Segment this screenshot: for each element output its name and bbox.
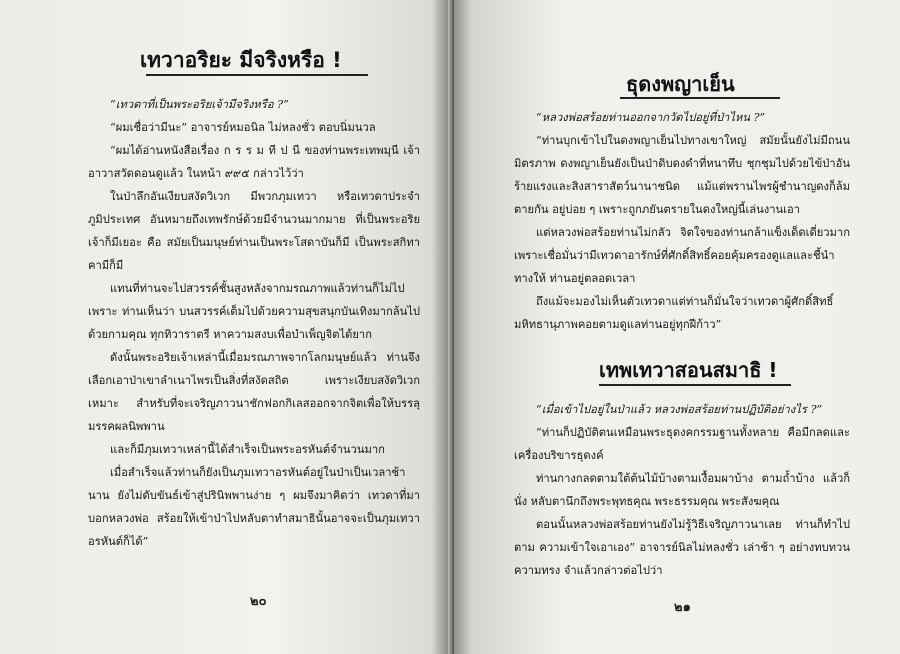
left-paragraph: เมื่อสำเร็จแล้วท่านก็ยังเป็นภุมเทวาอรหันต์อยู่ในป่าเป็นเวลาช้านาน ยังไม่ดับขันธ์เข้าสู่ปรินิพพานง่าย ๆ ผมจึงมาคิดว่า เทวดาที่มาบอกหลวงพ่อ สร้อยให้เข้าป่าไปหลับตาทำสมาธินั้นอาจจะเป็นภุมเทวาอรหันต์ก็ได้”: [88, 466, 420, 548]
left-paragraph: ในป่าลึกอันเงียบสงัดวิเวก มีพวกภุมเทวา หรือเทวดาประจำภูมิประเทศ อันหมายถึงเทพรักษ์ด้วยมีจำนวนมากมาย ที่เป็นพระอริยเจ้าก็มีเยอะ คือ สมัยเป็นมนุษย์ท่านเป็นพระโสดาบันก็มี เป็นพระสกิทาคามีก็มี: [88, 190, 420, 272]
right-page: [454, 0, 900, 654]
left-body: [88, 93, 420, 553]
right-title-2-underline: [599, 384, 791, 386]
right-paragraph: “หลวงพ่อสร้อยท่านออกจากวัดไปอยู่ที่ป่าไหน ?”: [536, 111, 766, 124]
left-page-title: เทวาอริยะ มีจริงหรือ !: [140, 48, 342, 72]
right-body-2: [514, 398, 850, 582]
right-paragraph: แต่หลวงพ่อสร้อยท่านไม่กลัว จิตใจของท่านกล้าแข็งเด็ดเดี่ยวมาก เพราะเชื่อมั่นว่ามีเทวดาอารักษ์ที่ศักดิ์สิทธิ์คอยคุ้มครองดูแลและชี้นำทางให้ ท่านอยู่ตลอดเวลา: [514, 226, 850, 285]
left-title-underline: [146, 74, 368, 76]
left-paragraph: และก็มีภุมเทวาเหล่านี้ได้สำเร็จเป็นพระอรหันต์จำนวนมาก: [110, 443, 385, 456]
right-paragraph: “ท่านบุกเข้าไปในดงพญาเย็นไปทางเขาใหญ่ สมัยนั้นยังไม่มีถนน มิตรภาพ ดงพญาเย็นยังเป็นป่าดิบดงดำที่หนาทึบ ชุกชุมไปด้วยไข้ป่าอัน ร้ายแรงและสิงสาราสัตว์นานาชนิด แม้แต่พรานไพรผู้ชำนาญดงก็ล้มตายกัน อยู่บ่อย ๆ เพราะถูกภยันตรายในดงใหญ่นี้เล่นงานเอา: [514, 134, 850, 216]
right-paragraph: ถึงแม้จะมองไม่เห็นตัวเทวดาแต่ท่านก็มั่นใจว่าเทวดาผู้ศักดิ์สิทธิ์ มหิทธานุภาพคอยตามดูแลท่านอยู่ทุกฝีก้าว”: [514, 295, 834, 331]
right-paragraph: ตอนนั้นหลวงพ่อสร้อยท่านยังไม่รู้วิธีเจริญภาวนาเลย ท่านก็ทำไปตาม ความเข้าใจเอาเอง” อาจารย์นิลไม่หลงชั่ว เล่าช้า ๆ อย่างทบทวนความทรง จำแล้วกล่าวต่อไปว่า: [514, 518, 850, 577]
right-paragraph: ท่านกางกลดตามใต้ต้นไม้บ้างตามเงื้อมผาบ้าง ตามถ้ำบ้าง แล้วก็นั่ง หลับตานึกถึงพระพุทธคุณ พระธรรมคุณ พระสังฆคุณ: [514, 472, 850, 508]
right-paragraph: “เมื่อเข้าไปอยู่ในป่าแล้ว หลวงพ่อสร้อยท่านปฏิบัติอย่างไร ?”: [536, 403, 823, 416]
right-title-1-underline: [620, 97, 780, 99]
left-paragraph: ดังนั้นพระอริยเจ้าเหล่านี้เมื่อมรณภาพจากโลกมนุษย์แล้ว ท่านจึง เลือกเอาป่าเขาลำเนาไพรเป็นสิ่งที่สงัดสถิต เพราะเงียบสงัดวิเวก เหมาะ สำหรับที่จะเจริญภาวนาชักฟอกกิเลสออกจากจิตเพื่อให้บรรลุมรรคผลนิพพาน: [88, 351, 420, 433]
right-page-number: ๒๑: [674, 600, 691, 615]
left-paragraph: “เทวดาที่เป็นพระอริยเจ้ามีจริงหรือ ?”: [110, 98, 289, 111]
left-page-number: ๒๐: [250, 594, 267, 609]
right-paragraph: “ท่านก็ปฏิบัติตนเหมือนพระธุดงคกรรมฐานทั้งหลาย คือมีกลดและ เครื่องบริขารธุดงค์: [514, 426, 850, 462]
left-paragraph: แทนที่ท่านจะไปสวรรค์ชั้นสูงหลังจากมรณภาพแล้วท่านก็ไม่ไปเพราะ ท่านเห็นว่า บนสวรรค์เต็มไปด้วยความสุขสนุกบันเทิงมากล้นไปด้วยกามคุณ ทุกทิวาราตรี หาความสงบเพื่อบำเพ็ญจิตได้ยาก: [88, 282, 420, 341]
left-paragraph: “ผมได้อ่านหนังสือเรื่อง ก ร ร ม ที ป นี ของท่านพระเทพมุนี เจ้าอาวาสวัดดอนดูแล้ว ในหน้า ๙๙๕ กล่าวไว้ว่า: [88, 144, 420, 180]
left-paragraph: “ผมเชื่อว่ามีนะ” อาจารย์หมอนิล ไม่หลงชั่ว ตอบนิ่มนวล: [110, 121, 376, 134]
right-title-2: เทพเทวาสอนสมาธิ !: [599, 358, 778, 382]
right-body-1: [514, 106, 850, 336]
right-title-1: ธุดงพญาเย็น: [626, 72, 735, 96]
